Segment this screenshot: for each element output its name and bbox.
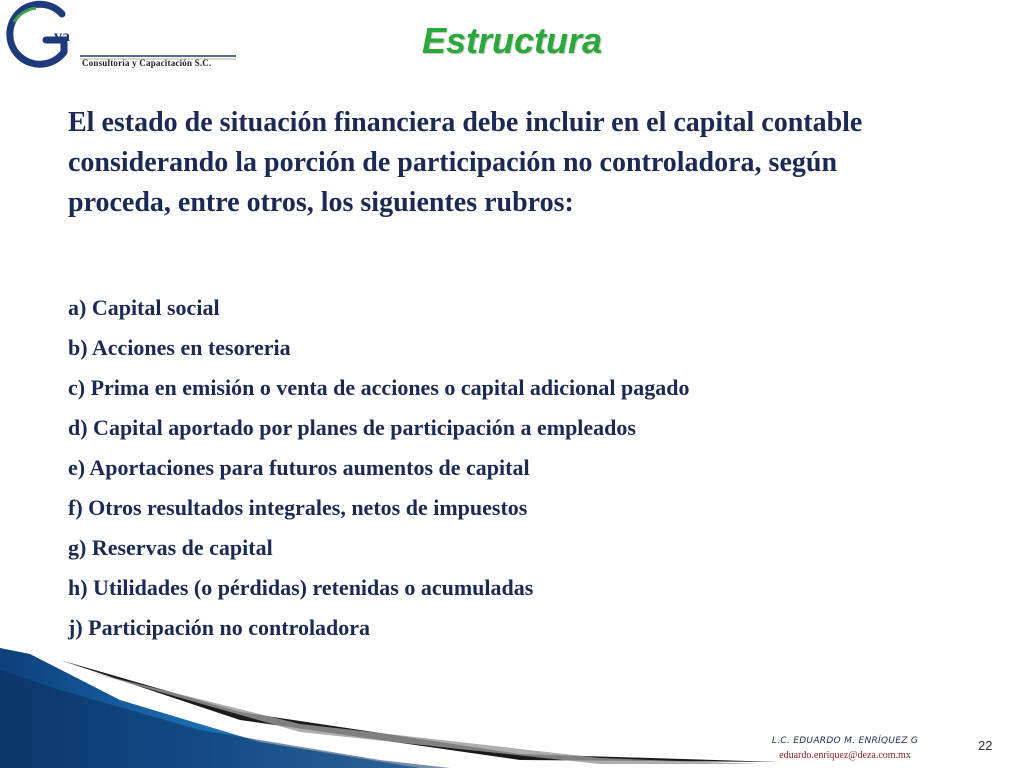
- list-item: j) Participación no controladora: [68, 615, 371, 640]
- list-item: a) Capital social: [68, 295, 220, 320]
- list-item: f) Otros resultados integrales, netos de impuestos: [68, 495, 528, 520]
- footer-email: eduardo.enriquez@deza.com.mx: [779, 750, 911, 761]
- decorative-swoosh: [0, 630, 780, 768]
- footer-author: L.C. EDUARDO M. ENRÍQUEZ G: [771, 736, 919, 746]
- list-item: d) Capital aportado por planes de participación a empleados: [68, 415, 636, 440]
- page-number: 22: [978, 738, 993, 753]
- list-item: h) Utilidades (o pérdidas) retenidas o acumuladas: [68, 575, 534, 600]
- logo-tagline: Consultoría y Capacitación S.C.: [82, 58, 212, 68]
- list-item: e) Aportaciones para futuros aumentos de capital: [68, 455, 530, 480]
- list-item: b) Acciones en tesoreria: [68, 335, 291, 360]
- slide-title: Estructura: [421, 20, 603, 61]
- list-item: c) Prima en emisión o venta de acciones o capital adicional pagado: [68, 375, 690, 400]
- list-item: g) Reservas de capital: [68, 535, 273, 560]
- capital-items-list: [68, 292, 689, 652]
- intro-paragraph: El estado de situación financiera debe incluir en el capital contable considerando la porción de participación no controladora, según proceda, entre otros, los siguientes rubros:: [68, 107, 863, 218]
- logo-mark: va: [54, 28, 70, 45]
